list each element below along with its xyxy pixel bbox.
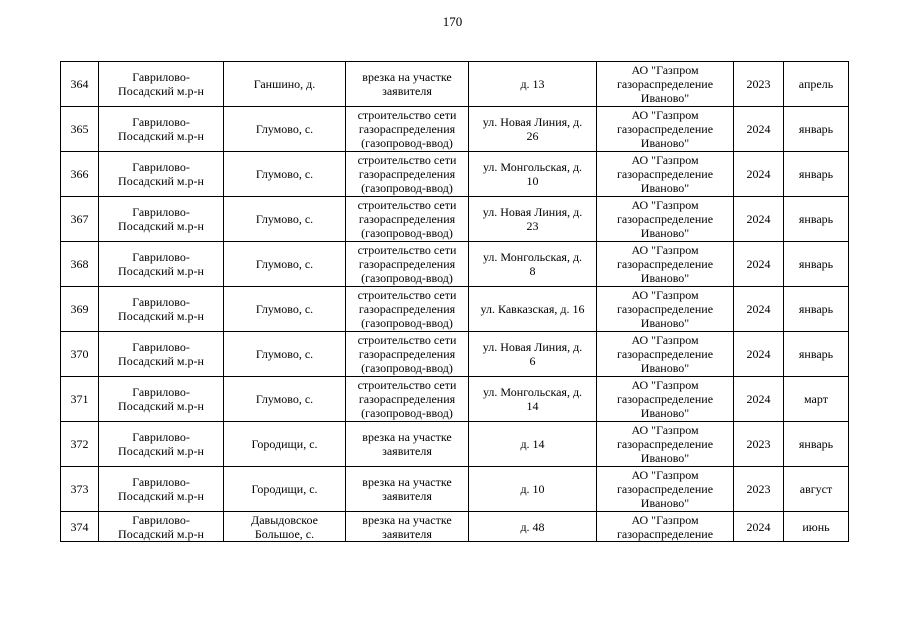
work-type-cell-line: (газопровод-ввод) bbox=[361, 406, 453, 420]
work-type-cell-line: врезка на участке bbox=[362, 430, 452, 444]
work-type-cell-line: (газопровод-ввод) bbox=[361, 181, 453, 195]
row-number-cell: 367 bbox=[61, 197, 99, 242]
settlement-cell-line: Глумово, с. bbox=[255, 212, 314, 226]
organization-cell bbox=[597, 332, 734, 377]
work-type-cell-line: заявителя bbox=[382, 489, 432, 503]
organization-cell-line: Иваново" bbox=[640, 91, 690, 105]
work-type-cell bbox=[346, 377, 469, 422]
work-type-cell-line: строительство сети bbox=[357, 243, 457, 257]
district-cell-line: Посадский м.р-н bbox=[118, 129, 204, 143]
district-cell bbox=[99, 242, 224, 287]
address-cell-line: д. 10 bbox=[520, 482, 545, 496]
address-cell-line: 8 bbox=[529, 264, 536, 278]
year-cell: 2024 bbox=[734, 377, 784, 422]
address-cell-line: ул. Новая Линия, д. bbox=[482, 115, 583, 129]
district-cell-line: Посадский м.р-н bbox=[118, 174, 204, 188]
district-cell bbox=[99, 287, 224, 332]
settlement-cell bbox=[224, 332, 346, 377]
gas-connection-table bbox=[60, 61, 849, 542]
organization-cell bbox=[597, 422, 734, 467]
settlement-cell-line: Глумово, с. bbox=[255, 257, 314, 271]
table-row bbox=[61, 467, 849, 512]
district-cell-line: Гаврилово- bbox=[132, 250, 190, 264]
table-row bbox=[61, 287, 849, 332]
settlement-cell bbox=[224, 107, 346, 152]
table-row bbox=[61, 512, 849, 542]
settlement-cell-line: Городищи, с. bbox=[251, 482, 318, 496]
district-cell-line: Гаврилово- bbox=[132, 385, 190, 399]
organization-cell-line: газораспределение bbox=[616, 122, 714, 136]
organization-cell-line: АО "Газпром bbox=[631, 378, 699, 392]
address-cell bbox=[469, 422, 597, 467]
district-cell-line: Посадский м.р-н bbox=[118, 309, 204, 323]
work-type-cell-line: газораспределения bbox=[358, 302, 456, 316]
work-type-cell-line: газораспределения bbox=[358, 257, 456, 271]
organization-cell-line: АО "Газпром bbox=[631, 468, 699, 482]
organization-cell-line: газораспределение bbox=[616, 526, 714, 541]
organization-cell-line: Иваново" bbox=[640, 496, 690, 510]
district-cell-line: Гаврилово- bbox=[132, 475, 190, 489]
work-type-cell-line: (газопровод-ввод) bbox=[361, 316, 453, 330]
work-type-cell-line: строительство сети bbox=[357, 153, 457, 167]
address-cell-line: д. 14 bbox=[520, 437, 545, 451]
address-cell-line: ул. Кавказская, д. 16 bbox=[480, 302, 585, 316]
organization-cell-line: газораспределение bbox=[616, 482, 714, 496]
row-number-cell: 364 bbox=[61, 62, 99, 107]
organization-cell bbox=[597, 197, 734, 242]
organization-cell-line: газораспределение bbox=[616, 212, 714, 226]
organization-cell-line: газораспределение bbox=[616, 437, 714, 451]
year-cell: 2024 bbox=[734, 512, 784, 542]
work-type-cell-line: газораспределения bbox=[358, 347, 456, 361]
address-cell-line: 10 bbox=[526, 174, 539, 188]
address-cell-line: ул. Новая Линия, д. bbox=[482, 340, 583, 354]
work-type-cell bbox=[346, 512, 469, 542]
district-cell-line: Посадский м.р-н bbox=[118, 354, 204, 368]
address-cell bbox=[469, 107, 597, 152]
address-cell-line: ул. Новая Линия, д. bbox=[482, 205, 583, 219]
address-cell bbox=[469, 197, 597, 242]
district-cell bbox=[99, 422, 224, 467]
address-cell-line: 6 bbox=[529, 354, 536, 368]
organization-cell-line: АО "Газпром bbox=[631, 288, 699, 302]
work-type-cell bbox=[346, 62, 469, 107]
district-cell bbox=[99, 62, 224, 107]
organization-cell bbox=[597, 152, 734, 197]
row-number-cell: 368 bbox=[61, 242, 99, 287]
work-type-cell bbox=[346, 287, 469, 332]
district-cell-line: Посадский м.р-н bbox=[118, 264, 204, 278]
address-cell-line: ул. Монгольская, д. bbox=[482, 385, 583, 399]
work-type-cell-line: (газопровод-ввод) bbox=[361, 226, 453, 240]
work-type-cell-line: врезка на участке bbox=[362, 70, 452, 84]
month-cell: июнь bbox=[784, 512, 849, 542]
district-cell bbox=[99, 377, 224, 422]
table-row bbox=[61, 332, 849, 377]
row-number-cell: 366 bbox=[61, 152, 99, 197]
settlement-cell-line: Большое, с. bbox=[254, 526, 315, 541]
organization-cell-line: Иваново" bbox=[640, 361, 690, 375]
work-type-cell-line: строительство сети bbox=[357, 333, 457, 347]
settlement-cell bbox=[224, 377, 346, 422]
organization-cell-line: Иваново" bbox=[640, 271, 690, 285]
district-cell-line: Гаврилово- bbox=[132, 70, 190, 84]
work-type-cell-line: врезка на участке bbox=[362, 475, 452, 489]
month-cell: апрель bbox=[784, 62, 849, 107]
organization-cell-line: АО "Газпром bbox=[631, 153, 699, 167]
work-type-cell bbox=[346, 107, 469, 152]
table-row bbox=[61, 152, 849, 197]
district-cell bbox=[99, 197, 224, 242]
organization-cell-line: АО "Газпром bbox=[631, 198, 699, 212]
district-cell-line: Посадский м.р-н bbox=[118, 399, 204, 413]
district-cell-line: Посадский м.р-н bbox=[118, 526, 204, 541]
organization-cell bbox=[597, 287, 734, 332]
settlement-cell-line: Глумово, с. bbox=[255, 392, 314, 406]
organization-cell-line: Иваново" bbox=[640, 316, 690, 330]
month-cell: январь bbox=[784, 152, 849, 197]
month-cell: март bbox=[784, 377, 849, 422]
district-cell bbox=[99, 107, 224, 152]
table-row bbox=[61, 422, 849, 467]
work-type-cell-line: газораспределения bbox=[358, 167, 456, 181]
organization-cell-line: газораспределение bbox=[616, 392, 714, 406]
work-type-cell-line: (газопровод-ввод) bbox=[361, 136, 453, 150]
month-cell: январь bbox=[784, 332, 849, 377]
organization-cell bbox=[597, 467, 734, 512]
work-type-cell-line: заявителя bbox=[382, 444, 432, 458]
settlement-cell-line: Ганшино, д. bbox=[253, 77, 316, 91]
address-cell-line: 26 bbox=[526, 129, 539, 143]
district-cell-line: Посадский м.р-н bbox=[118, 444, 204, 458]
organization-cell-line: АО "Газпром bbox=[631, 243, 699, 257]
organization-cell-line: Иваново" bbox=[640, 406, 690, 420]
work-type-cell bbox=[346, 152, 469, 197]
organization-cell-line: газораспределение bbox=[616, 302, 714, 316]
year-cell: 2024 bbox=[734, 287, 784, 332]
settlement-cell-line: Глумово, с. bbox=[255, 302, 314, 316]
work-type-cell-line: строительство сети bbox=[357, 198, 457, 212]
organization-cell-line: Иваново" bbox=[640, 226, 690, 240]
district-cell bbox=[99, 467, 224, 512]
address-cell bbox=[469, 242, 597, 287]
month-cell: январь bbox=[784, 287, 849, 332]
settlement-cell-line: Глумово, с. bbox=[255, 167, 314, 181]
year-cell: 2024 bbox=[734, 107, 784, 152]
month-cell: август bbox=[784, 467, 849, 512]
organization-cell-line: Иваново" bbox=[640, 136, 690, 150]
page-number: 170 bbox=[442, 14, 463, 29]
organization-cell-line: газораспределение bbox=[616, 347, 714, 361]
settlement-cell-line: Глумово, с. bbox=[255, 347, 314, 361]
organization-cell bbox=[597, 512, 734, 542]
year-cell: 2024 bbox=[734, 242, 784, 287]
organization-cell-line: Иваново" bbox=[640, 181, 690, 195]
row-number-cell: 371 bbox=[61, 377, 99, 422]
district-cell-line: Гаврилово- bbox=[132, 295, 190, 309]
settlement-cell bbox=[224, 197, 346, 242]
work-type-cell-line: газораспределения bbox=[358, 212, 456, 226]
organization-cell-line: газораспределение bbox=[616, 257, 714, 271]
settlement-cell bbox=[224, 152, 346, 197]
organization-cell-line: газораспределение bbox=[616, 167, 714, 181]
year-cell: 2023 bbox=[734, 62, 784, 107]
table-row bbox=[61, 107, 849, 152]
year-cell: 2024 bbox=[734, 332, 784, 377]
address-cell-line: д. 48 bbox=[520, 519, 545, 534]
organization-cell-line: Иваново" bbox=[640, 451, 690, 465]
table-row bbox=[61, 242, 849, 287]
address-cell bbox=[469, 287, 597, 332]
row-number-cell: 365 bbox=[61, 107, 99, 152]
year-cell: 2023 bbox=[734, 467, 784, 512]
organization-cell-line: АО "Газпром bbox=[631, 423, 699, 437]
district-cell bbox=[99, 152, 224, 197]
address-cell bbox=[469, 377, 597, 422]
work-type-cell-line: заявителя bbox=[382, 84, 432, 98]
organization-cell-line: АО "Газпром bbox=[631, 63, 699, 77]
organization-cell bbox=[597, 242, 734, 287]
address-cell-line: д. 13 bbox=[520, 77, 545, 91]
organization-cell-line: АО "Газпром bbox=[631, 333, 699, 347]
settlement-cell bbox=[224, 242, 346, 287]
work-type-cell bbox=[346, 242, 469, 287]
organization-cell bbox=[597, 107, 734, 152]
table-row bbox=[61, 197, 849, 242]
district-cell-line: Посадский м.р-н bbox=[118, 84, 204, 98]
settlement-cell bbox=[224, 287, 346, 332]
settlement-cell bbox=[224, 422, 346, 467]
row-number-cell: 370 bbox=[61, 332, 99, 377]
organization-cell-line: АО "Газпром bbox=[631, 108, 699, 122]
district-cell-line: Гаврилово- bbox=[132, 115, 190, 129]
district-cell-line: Гаврилово- bbox=[132, 160, 190, 174]
month-cell: январь bbox=[784, 197, 849, 242]
work-type-cell bbox=[346, 422, 469, 467]
district-cell-line: Посадский м.р-н bbox=[118, 489, 204, 503]
address-cell bbox=[469, 512, 597, 542]
row-number-cell: 373 bbox=[61, 467, 99, 512]
organization-cell bbox=[597, 377, 734, 422]
settlement-cell-line: Давыдовское bbox=[251, 512, 318, 527]
work-type-cell-line: газораспределения bbox=[358, 122, 456, 136]
district-cell-line: Гаврилово- bbox=[132, 340, 190, 354]
district-cell-line: Гаврилово- bbox=[132, 430, 190, 444]
work-type-cell-line: газораспределения bbox=[358, 392, 456, 406]
table-row bbox=[61, 62, 849, 107]
work-type-cell-line: строительство сети bbox=[357, 108, 457, 122]
address-cell bbox=[469, 152, 597, 197]
address-cell bbox=[469, 332, 597, 377]
address-cell bbox=[469, 62, 597, 107]
address-cell-line: 14 bbox=[526, 399, 539, 413]
row-number-cell: 369 bbox=[61, 287, 99, 332]
settlement-cell-line: Глумово, с. bbox=[255, 122, 314, 136]
row-number-cell: 374 bbox=[61, 512, 99, 542]
district-cell-line: Гаврилово- bbox=[132, 512, 190, 527]
district-cell bbox=[99, 512, 224, 542]
settlement-cell bbox=[224, 62, 346, 107]
work-type-cell bbox=[346, 197, 469, 242]
address-cell bbox=[469, 467, 597, 512]
work-type-cell bbox=[346, 332, 469, 377]
settlement-cell-line: Городищи, с. bbox=[251, 437, 318, 451]
row-number-cell: 372 bbox=[61, 422, 99, 467]
organization-cell-line: газораспределение bbox=[616, 77, 714, 91]
table-row bbox=[61, 377, 849, 422]
address-cell-line: ул. Монгольская, д. bbox=[482, 160, 583, 174]
work-type-cell bbox=[346, 467, 469, 512]
settlement-cell bbox=[224, 512, 346, 542]
work-type-cell-line: (газопровод-ввод) bbox=[361, 271, 453, 285]
organization-cell-line: АО "Газпром bbox=[631, 512, 699, 527]
district-cell-line: Гаврилово- bbox=[132, 205, 190, 219]
month-cell: январь bbox=[784, 422, 849, 467]
year-cell: 2024 bbox=[734, 152, 784, 197]
year-cell: 2023 bbox=[734, 422, 784, 467]
work-type-cell-line: (газопровод-ввод) bbox=[361, 361, 453, 375]
district-cell-line: Посадский м.р-н bbox=[118, 219, 204, 233]
address-cell-line: 23 bbox=[526, 219, 539, 233]
settlement-cell bbox=[224, 467, 346, 512]
district-cell bbox=[99, 332, 224, 377]
month-cell: январь bbox=[784, 107, 849, 152]
work-type-cell-line: строительство сети bbox=[357, 378, 457, 392]
work-type-cell-line: строительство сети bbox=[357, 288, 457, 302]
work-type-cell-line: врезка на участке bbox=[362, 512, 452, 527]
address-cell-line: ул. Монгольская, д. bbox=[482, 250, 583, 264]
organization-cell bbox=[597, 62, 734, 107]
month-cell: январь bbox=[784, 242, 849, 287]
work-type-cell-line: заявителя bbox=[382, 526, 432, 541]
year-cell: 2024 bbox=[734, 197, 784, 242]
